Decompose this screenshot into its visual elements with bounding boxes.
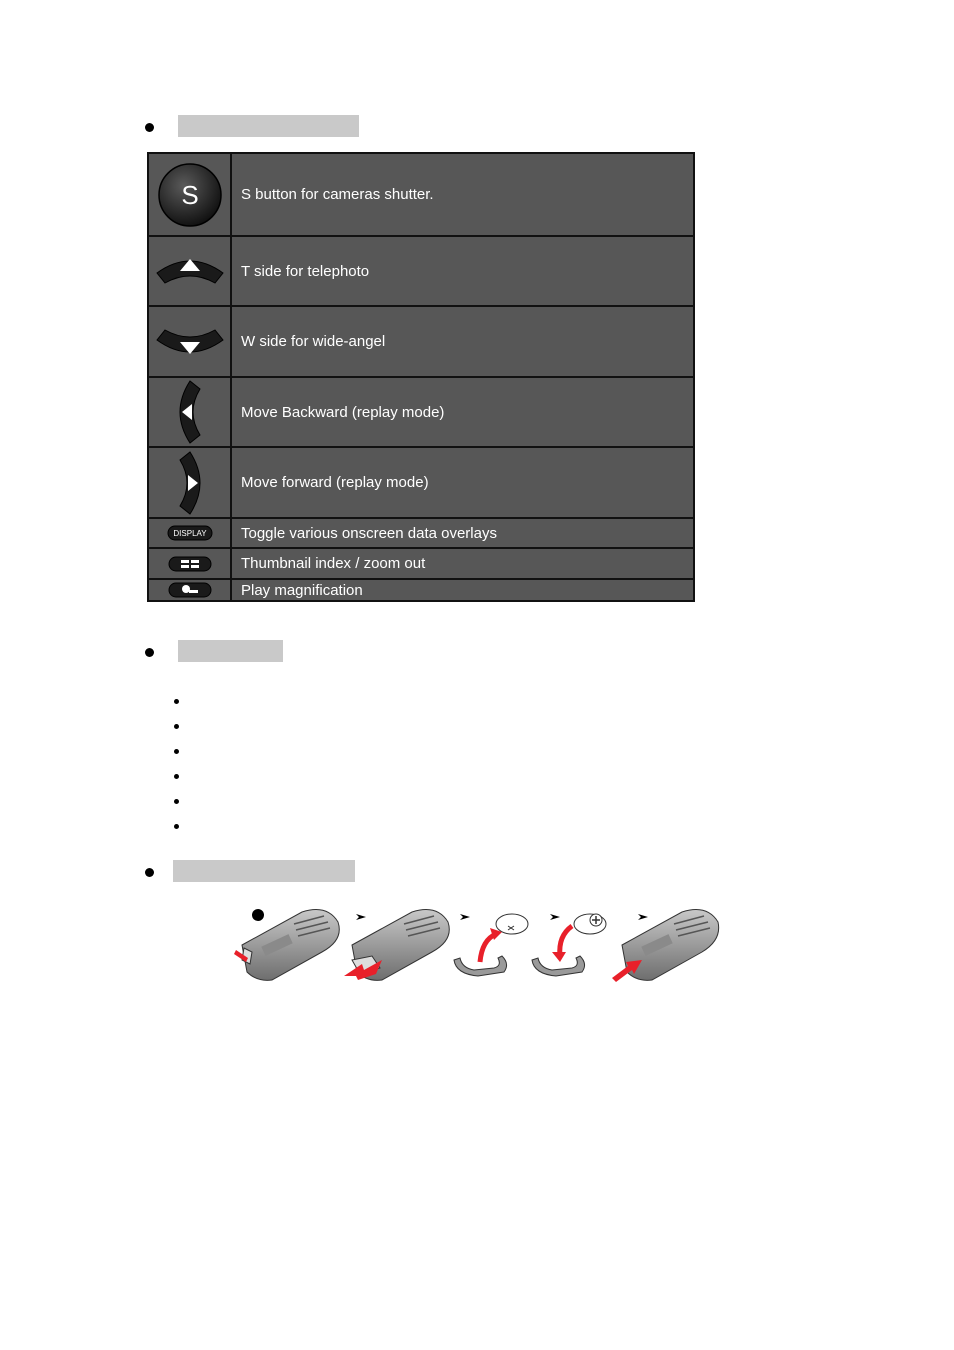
telephoto-up-arrow-icon [155,253,225,289]
step-arrow-icon [638,914,648,920]
icon-cell [149,237,232,305]
row-label: S button for cameras shutter. [241,186,434,203]
left-arrow-icon [172,379,208,445]
icon-cell [149,549,232,578]
display-button-icon [167,524,213,542]
battery-tray-icon [532,914,606,976]
section-heading-redacted [178,640,283,662]
magnify-icon [168,582,212,598]
section-heading-redacted [173,860,355,882]
right-arrow-icon [172,450,208,516]
section-bullet [145,123,154,132]
thumbnail-index-icon [168,555,212,573]
table-row [149,305,693,376]
list-bullet [174,699,179,704]
table-row [149,154,693,235]
section-bullet [145,868,154,877]
step-bullet [252,909,264,921]
table-row [149,547,693,578]
s-button-letter: S [180,179,199,210]
row-label: T side for telephoto [241,262,370,280]
table-row [149,446,693,517]
list-bullet [174,799,179,804]
icon-cell [149,378,232,446]
battery-tray-icon [454,914,528,976]
remote-icon [622,910,719,981]
section-heading-redacted [178,115,359,137]
row-label: Play magnification [241,581,363,599]
icon-cell [149,307,232,376]
icon-cell [149,154,232,235]
display-button-text: DISPLAY [172,529,207,538]
s-shutter-button-icon [157,162,223,228]
step-arrow-icon [550,914,560,920]
table-row [149,376,693,446]
list-bullet [174,749,179,754]
row-label: W side for wide-angel [241,333,386,350]
row-label: Move forward (replay mode) [241,474,429,491]
remote-buttons-table [147,152,695,602]
list-bullet [174,724,179,729]
battery-replacement-illustration [232,900,722,990]
wide-angle-down-arrow-icon [155,324,225,360]
table-row [149,235,693,305]
row-label: Move Backward (replay mode) [241,403,445,421]
row-label: Thumbnail index / zoom out [241,555,426,572]
step-arrow-icon [356,914,366,920]
red-curved-arrow-icon [560,926,572,956]
section-bullet [145,648,154,657]
list-bullet [174,774,179,779]
icon-cell [149,448,232,517]
list-bullet [174,824,179,829]
table-row [149,578,693,600]
row-label: Toggle various onscreen data overlays [241,524,497,542]
step-arrow-icon [460,914,470,920]
table-row [149,517,693,547]
icon-cell [149,519,232,547]
icon-cell [149,580,232,600]
